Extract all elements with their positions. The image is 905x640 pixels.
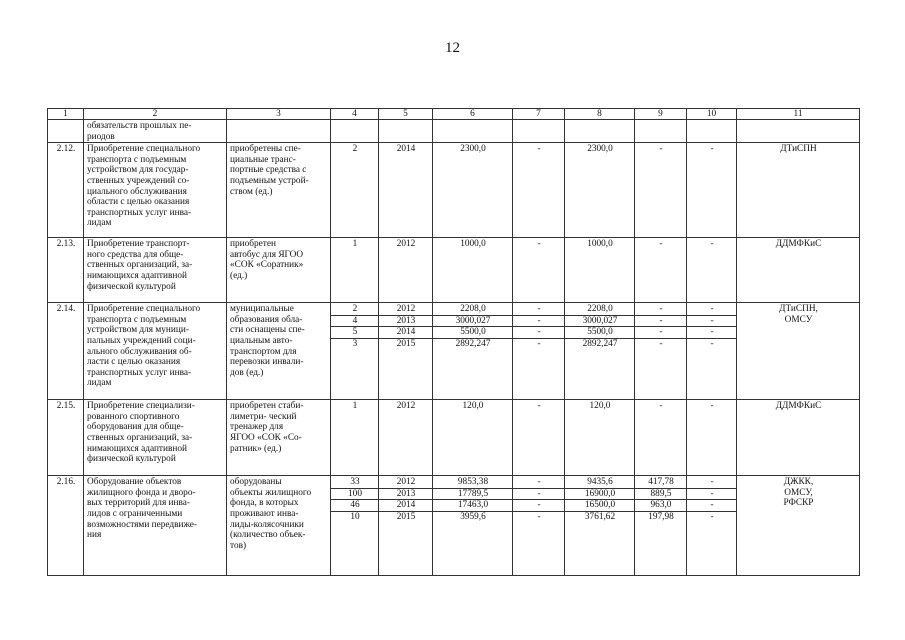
table-row [48,476,860,576]
responsible-executor: ДДМФКиС [737,400,860,476]
responsible-executor: ДТиСПН, ОМСУ [737,303,860,400]
value: - [659,401,663,412]
value-cell-c6 [433,120,513,143]
value-cell-c9 [635,120,687,143]
value: 417,78 [635,477,686,489]
value: - [659,338,663,349]
column-number: 11 [737,109,860,120]
item-number: 2.12. [48,143,84,238]
value-cell-c8 [565,303,635,400]
value-cell-c10 [687,400,737,476]
value-cell-c10 [687,238,737,303]
value: - [537,511,541,522]
item-description: Приобретение специального транспорта с подъемным устройством для государ- ственных учреждений со- циального обслуживания области с целью оказания транспортных услуг инва- лидам [84,143,227,238]
value-cell-c5 [379,120,433,143]
value-cell-c8 [565,400,635,476]
table-row [48,143,860,238]
value: 197,98 [648,511,674,522]
value: 3000,027 [433,316,512,328]
value-cell-c7 [513,476,565,576]
item-description: Оборудование объектов жилищного фонда и дворо- вых территорий для инва- лидов с ограниченными возможностями передвиже- ния [84,476,227,576]
value-cell-c7 [513,400,565,476]
value: - [687,489,736,501]
table-row [48,400,860,476]
value: 17463,0 [433,500,512,512]
value-cell-c5 [379,400,433,476]
value: - [537,239,541,250]
value-cell-c7 [513,303,565,400]
item-indicator: приобретен автобус для ЯГОО «СОК «Соратник» (ед.) [227,238,331,303]
value-cell-c5 [379,143,433,238]
value-cell-c5 [379,303,433,400]
value: 3000,027 [565,316,634,328]
value-cell-c4 [331,143,379,238]
value: - [710,511,714,522]
item-description: Приобретение транспорт- ного средства для обще- ственных организаций, за- нимающихся адаптивной физической культурой [84,238,227,303]
value: 2014 [396,144,416,155]
item-description: Приобретение специального транспорта с подъемным устройством для муници- пальных учреждений соци- ального обслуживания об- ласти с целью оказания транспортных услуг инва- лидам [84,303,227,400]
value: - [513,489,564,501]
responsible-executor: ДТиСПН [737,143,860,238]
value: 2892,247 [582,338,618,349]
value: - [537,401,541,412]
page-number: 12 [445,40,460,56]
program-table [47,108,860,576]
value: - [710,239,714,250]
value: 2208,0 [565,304,634,316]
value: 963,0 [635,500,686,512]
value-cell-c6 [433,238,513,303]
value-cell-c8 [565,143,635,238]
value-cell-c10 [687,120,737,143]
value: 2015 [396,338,416,349]
value-cell-c5 [379,476,433,576]
value: 2 [331,304,378,316]
value: 2208,0 [433,304,512,316]
value: 2892,247 [455,338,491,349]
column-number: 3 [227,109,331,120]
value: - [710,401,714,412]
value: 5 [331,327,378,339]
item-description: Приобретение специализи- рованного спортивного оборудования для обще- ственных организаций, за- нимающихся адаптивной физической культурой [84,400,227,476]
value: 1 [352,239,358,250]
item-description: обязательств прошлых пе- риодов [84,120,227,143]
value: 16500,0 [565,500,634,512]
value: 2 [352,144,358,155]
item-number [48,120,84,143]
value: 16900,0 [565,489,634,501]
column-number: 6 [433,109,513,120]
value: 3959,6 [460,511,486,522]
value: 2012 [396,239,416,250]
value: - [635,327,686,339]
responsible-executor [737,120,860,143]
item-number: 2.13. [48,238,84,303]
value: 1 [352,401,358,412]
value-cell-c8 [565,476,635,576]
value: 2300,0 [460,144,486,155]
value-cell-c4 [331,120,379,143]
value: 1000,0 [460,239,486,250]
value-cell-c6 [433,143,513,238]
column-number: 1 [48,109,84,120]
value-cell-c9 [635,400,687,476]
value: 889,5 [635,489,686,501]
value-cell-c6 [433,303,513,400]
value-cell-c10 [687,303,737,400]
responsible-executor: ДЖКК, ОМСУ, РФСКР [737,476,860,576]
value: 120,0 [589,401,611,412]
value: - [659,144,663,155]
column-number: 4 [331,109,379,120]
column-number: 9 [635,109,687,120]
column-number: 8 [565,109,635,120]
value: 9853,38 [433,477,512,489]
value-cell-c7 [513,238,565,303]
value: - [659,239,663,250]
value: 4 [331,316,378,328]
value: - [513,316,564,328]
value: 1000,0 [587,239,613,250]
item-number: 2.14. [48,303,84,400]
item-indicator: приобретены спе- циальные транс- портные средства с подъемным устрой- ством (ед.) [227,143,331,238]
value-cell-c4 [331,303,379,400]
value: - [635,304,686,316]
value: 2014 [379,327,432,339]
value: - [513,477,564,489]
value-cell-c5 [379,238,433,303]
value: 2014 [379,500,432,512]
value: 100 [331,489,378,501]
value: 2012 [379,304,432,316]
value: 2013 [379,489,432,501]
column-number: 2 [84,109,227,120]
value-cell-c8 [565,238,635,303]
item-indicator: муниципальные образования обла- сти оснащены спе- циальным авто- транспортом для перевозки инвали- дов (ед.) [227,303,331,400]
value-cell-c9 [635,238,687,303]
value-cell-c4 [331,238,379,303]
table-row [48,120,860,143]
item-indicator [227,120,331,143]
value: - [537,338,541,349]
value: 9435,6 [565,477,634,489]
value: - [513,304,564,316]
value: 2012 [379,477,432,489]
value: 5500,0 [433,327,512,339]
value-cell-c4 [331,476,379,576]
table-row [48,303,860,400]
value: - [687,500,736,512]
value-cell-c6 [433,400,513,476]
value: - [687,327,736,339]
value-cell-c10 [687,476,737,576]
value: 3 [352,338,358,349]
value: - [687,316,736,328]
value: 2015 [396,511,416,522]
column-number: 7 [513,109,565,120]
value: 2012 [396,401,416,412]
value: - [710,338,714,349]
value: - [687,477,736,489]
value: 2300,0 [587,144,613,155]
item-number: 2.16. [48,476,84,576]
item-number: 2.15. [48,400,84,476]
value: 17789,5 [433,489,512,501]
value: - [635,316,686,328]
value: 120,0 [462,401,484,412]
responsible-executor: ДДМФКиС [737,238,860,303]
value-cell-c9 [635,303,687,400]
value: - [513,327,564,339]
value-cell-c7 [513,143,565,238]
value-cell-c9 [635,143,687,238]
value: - [710,144,714,155]
value-cell-c4 [331,400,379,476]
value: - [687,304,736,316]
table-row [48,238,860,303]
value: 3761,62 [584,511,616,522]
value-cell-c7 [513,120,565,143]
value-cell-c6 [433,476,513,576]
value: 33 [331,477,378,489]
value: 10 [350,511,360,522]
value: 46 [331,500,378,512]
item-indicator: оборудованы объекты жилищного фонда, в которых проживают инва- лиды-колясочники (количество объек- тов) [227,476,331,576]
value-cell-c8 [565,120,635,143]
value-cell-c9 [635,476,687,576]
column-number-row [48,109,860,120]
value: - [537,144,541,155]
item-indicator: приобретен стаби- лиметри- ческий тренажер для ЯГОО «СОК «Со- ратник» (ед.) [227,400,331,476]
value: 2013 [379,316,432,328]
value: - [513,500,564,512]
value-cell-c10 [687,143,737,238]
column-number: 5 [379,109,433,120]
value: 5500,0 [565,327,634,339]
column-number: 10 [687,109,737,120]
